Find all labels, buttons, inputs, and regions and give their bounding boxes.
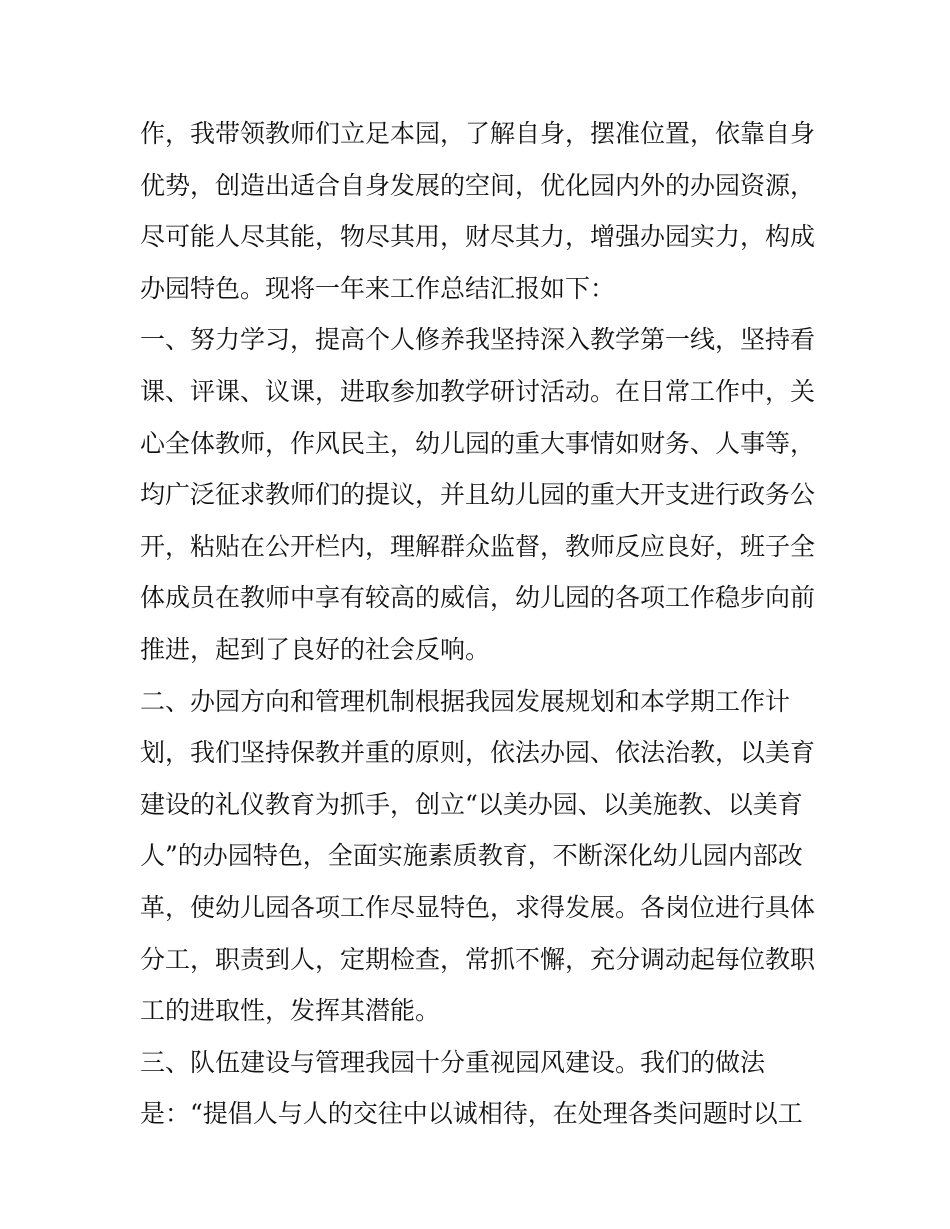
text-line: 心全体教师，作风民主，幼儿园的重大事情如财务、人事等， [140,428,816,458]
text-line: 办园特色。现将一年来工作总结汇报如下： [140,273,616,303]
text-line: 二、办园方向和管理机制根据我园发展规划和本学期工作计 [140,686,791,716]
text-line: 三、队伍建设与管理我园十分重视园风建设。我们的做法 [140,1047,766,1077]
text-line: 开，粘贴在公开栏内，理解群众监督，教师反应良好，班子全 [140,531,816,561]
text-line: 工的进取性，发挥其潜能。 [140,996,441,1026]
text-line: 推进，起到了良好的社会反响。 [140,634,491,664]
text-line: 尽可能人尽其能，物尽其用，财尽其力，增强办园实力，构成 [140,222,816,252]
text-line: 是：“提倡人与人的交往中以诚相待，在处理各类问题时以工 [140,1099,803,1129]
document-body [140,108,820,1140]
text-line: 优势，创造出适合自身发展的空间，优化园内外的办园资源， [140,170,816,200]
text-line: 建设的礼仪教育为抓手，创立“以美办园、以美施教、以美育 [140,789,803,819]
text-line: 体成员在教师中享有较高的威信，幼儿园的各项工作稳步向前 [140,583,816,613]
text-line: 分工，职责到人，定期检查，常抓不懈，充分调动起每位教职 [140,944,816,974]
text-line: 划，我们坚持保教并重的原则，依法办园、依法治教，以美育 [140,738,816,768]
text-line: 作，我带领教师们立足本园，了解自身，摆准位置，依靠自身 [140,119,816,148]
text-line: 一、努力学习，提高个人修养我坚持深入教学第一线，坚持看 [140,325,816,355]
text-line: 课、评课、议课，进取参加教学研讨活动。在日常工作中，关 [140,376,816,406]
text-line: 革，使幼儿园各项工作尽显特色，求得发展。各岗位进行具体 [140,892,816,922]
text-line: 人”的办园特色，全面实施素质教育，不断深化幼儿园内部改 [140,841,803,871]
text-line: 均广泛征求教师们的提议，并且幼儿园的重大开支进行政务公 [140,480,816,510]
